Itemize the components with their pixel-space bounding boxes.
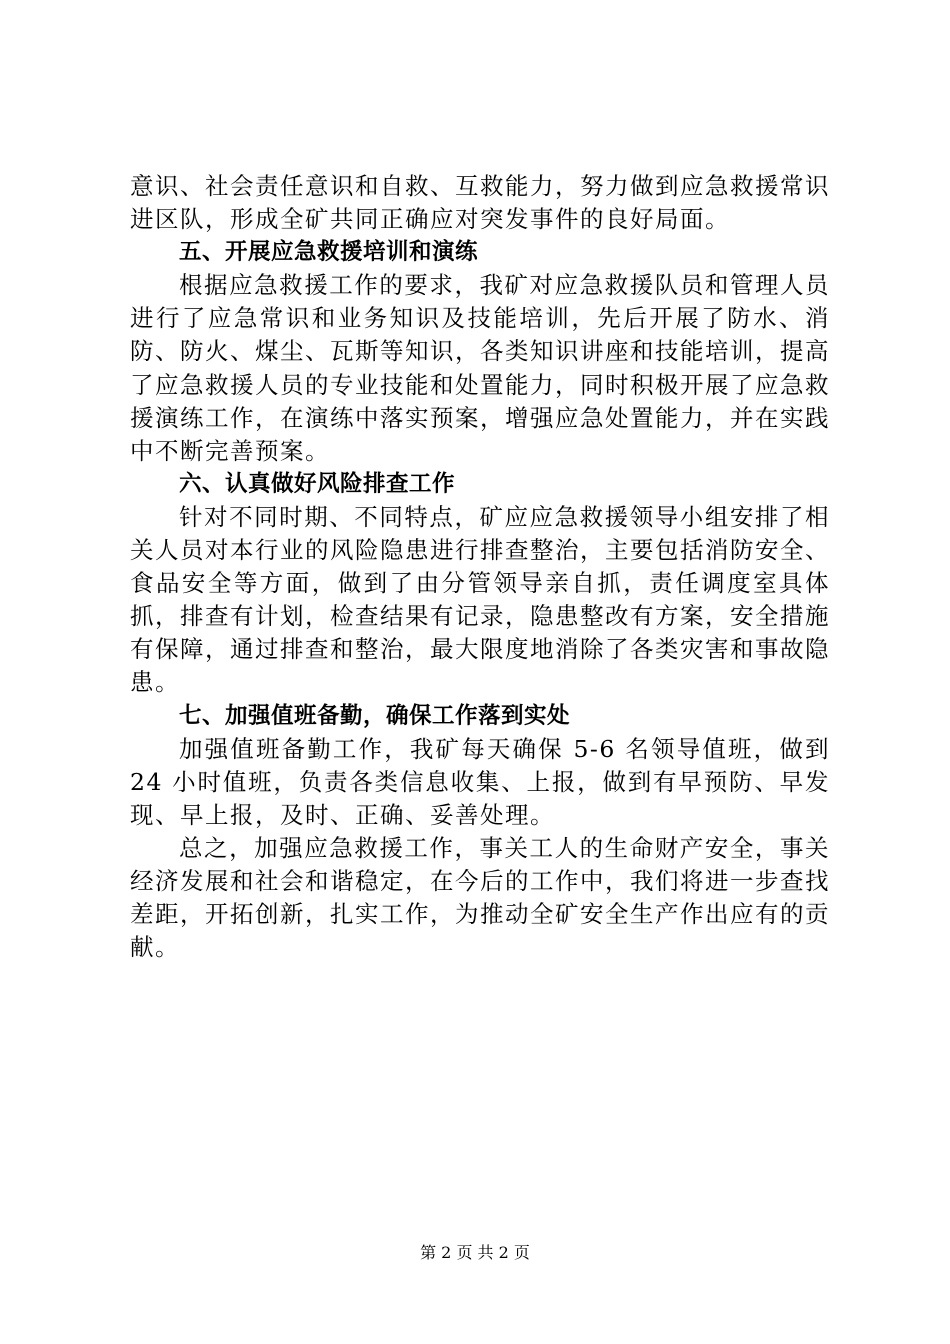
section-heading-6: 六、认真做好风险排查工作 bbox=[179, 470, 456, 497]
paragraph-risk-inspection: 针对不同时期、不同特点，矿应应急救援领导小组安排了相关人员对本行业的风险隐患进行排查整治，主要包括消防安全、食品安全等方面，做到了由分管领导亲自抓，责任调度室具体抓，排查有计划，检查结果有记录，隐患整改有方案，安全措施有保障，通过排查和整治，最大限度地消除了各类灾害和事故隐患。 bbox=[130, 502, 830, 697]
paragraph-intro-continuation: 意识、社会责任意识和自救、互救能力，努力做到应急救援常识进区队，形成全矿共同正确应对突发事件的良好局面。 bbox=[130, 172, 830, 234]
paragraph-conclusion: 总之，加强应急救援工作，事关工人的生命财产安全，事关经济发展和社会和谐稳定，在今后的工作中，我们将进一步查找差距，开拓创新，扎实工作，为推动全矿安全生产作出应有的贡献。 bbox=[130, 833, 830, 962]
paragraph-duty: 加强值班备勤工作，我矿每天确保 5-6 名领导值班，做到24 小时值班，负责各类信息收集、上报，做到有早预防、早发现、早上报，及时、正确、妥善处理。 bbox=[130, 734, 830, 829]
page-number-footer: 第 2 页 共 2 页 bbox=[420, 1243, 530, 1262]
section-heading-7: 七、加强值班备勤，确保工作落到实处 bbox=[179, 702, 571, 729]
paragraph-training: 根据应急救援工作的要求，我矿对应急救援队员和管理人员进行了应急常识和业务知识及技能培训，先后开展了防水、消防、防火、煤尘、瓦斯等知识，各类知识讲座和技能培训，提高了应急救援人员的专业技能和处置能力，同时积极开展了应急救援演练工作，在演练中落实预案，增强应急处置能力，并在实践中不断完善预案。 bbox=[130, 271, 830, 465]
document-body bbox=[130, 170, 830, 964]
section-heading-5: 五、开展应急救援培训和演练 bbox=[179, 239, 479, 266]
